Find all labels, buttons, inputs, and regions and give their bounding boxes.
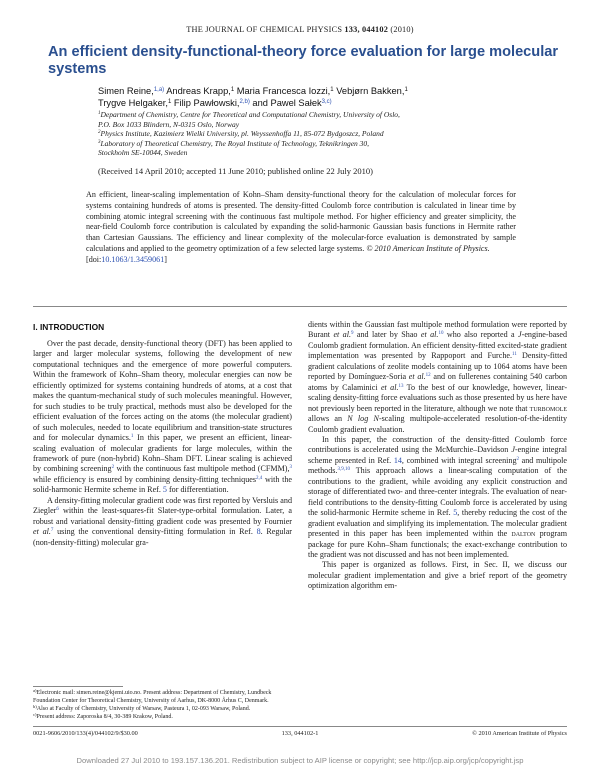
citation-link[interactable]: 7 [50, 528, 54, 534]
doi-link[interactable]: 10.1063/1.3459061 [101, 254, 165, 264]
abstract-divider [33, 306, 567, 307]
abstract-copyright: © 2010 American Institute of Physics. [366, 243, 490, 253]
affiliation-number: 2 [98, 130, 101, 136]
citation-link[interactable]: 3,9,10 [337, 467, 350, 473]
body-column-left [33, 339, 292, 548]
reference-link[interactable]: 8 [256, 527, 261, 537]
reference-link[interactable]: 5 [453, 508, 458, 518]
author-affiliation-mark: 2,b) [239, 98, 250, 105]
author-name: Filip Pawłowski, [171, 97, 240, 108]
footer-page-number: 133, 044102-1 [281, 730, 319, 737]
citation-link[interactable]: 10 [438, 331, 444, 337]
program-name: dalton [511, 529, 536, 539]
footnotes [33, 690, 292, 722]
affiliation-text: Physics Institute, Kazimierz Wielki University, pl. Weyssenhoffa 11, 85-072 Bydgoszcz, Poland [100, 129, 384, 139]
affiliation-text: Department of Chemistry, Centre for Theoretical and Computational Chemistry, University of Oslo, [100, 110, 400, 119]
affiliation-number: 1 [98, 111, 101, 116]
citation-link[interactable]: 11 [512, 352, 517, 358]
citation-link[interactable]: 2 [111, 465, 115, 471]
author-name: Simen Reine, [98, 86, 154, 96]
body-paragraph: In this paper, the construction of the density-fitted Coulomb force contributions is accelerated using the McMurchie–Davidson J-engine integral scheme presented in Ref. 14, combined with integral screening$^2$ and multipole methods.$^{3,9,10}$ This approach allows a linear-scaling computation of the contributions to the gradient, while avoiding any explicit construction and storage of differentiated two- and three-center integrals. The evaluation of near-field contributions to the density-fitting Coulomb force is accelerated by using the solid-harmonic Hermite scheme in Ref. 5, thereby reducing the cost of the gradient evaluation and simplifying its implementation. The molecular gradient presented in this paper has been implemented within the dalton program package for pure Kohn–Sham functionals; the exact-exchange contribution to the gradient was not discussed and has not been implemented. [308, 434, 567, 559]
footer-copyright: © 2010 American Institute of Physics [472, 730, 567, 737]
author-affiliation-mark: 1 [230, 87, 235, 93]
footer-divider [33, 726, 567, 727]
abstract [86, 190, 516, 266]
received-dates: (Received 14 April 2010; accepted 11 June 2010; published online 22 July 2010) [98, 166, 373, 176]
author-name: Maria Francesca Iozzi, [234, 86, 331, 96]
author-affiliation-mark: 1 [330, 87, 334, 93]
journal-year: (2010) [390, 25, 414, 34]
author-name: Vebjørn Bakken, [333, 86, 405, 96]
download-notice: Downloaded 27 Jul 2010 to 193.157.136.201. Redistribution subject to AIP license or copyright; see http://jcp.aip.org/jcp/copyright.jsp [76, 756, 524, 765]
paper-title: An efficient density-functional-theory force evaluation for large molecular systems [48, 44, 559, 77]
body-column-right [308, 320, 567, 592]
abstract-body: An efficient, linear-scaling implementation of Kohn–Sham density-functional theory for the calculation of molecular forces for systems containing hundreds of atoms is presented. The density-fitted Coulomb force contribution is calculated in linear time by combining atomic integral screening with the continuous fast multipole method. For higher efficiency and greater simplicity, the near-field Coulomb force contribution is calculated by expanding the solid-harmonic Gaussian basis functions in Hermite rather than Cartesian Gaussians. The efficiency and linear complexity of the molecular-force evaluation is demonstrated by sample calculations and applied to the geometry optimization of a few selected large systems. [86, 190, 516, 253]
citation-link[interactable]: 12 [425, 373, 431, 379]
citation-link[interactable]: 9 [351, 331, 354, 337]
author-affiliation-mark: 1 [167, 98, 172, 105]
section-heading: I. INTRODUCTION [33, 322, 105, 332]
program-name: turbomole [529, 403, 567, 413]
affiliation-number: 3 [98, 139, 101, 145]
citation-link[interactable]: 2 [516, 456, 520, 462]
footnote: $^{a)}$Electronic mail: simen.reine@kjemi.uio.no. Present address: Department of Chemistry, Lundbeck Foundation Center for Theoretical Chemistry, University of Aarhus, DK-8000 Århus C, Denmark. [33, 688, 272, 704]
body-paragraph: dients within the Gaussian fast multipole method formulation were reported by Burant et al.$^9$ and later by Shao et al.$^{10}$ who also reported a J-engine-based Coulomb gradient formulation. An efficient density-fitted excited-state gradient implementation was presented by Rappoport and Furche.$^{11}$ Density-fitted gradient calculations of zeolite models containing up to 1064 atoms have been reported by Domínguez-Soria et al.$^{12}$ and on fullerenes containing 540 carbon atoms by Calaminici et al.$^{13}$ To the best of our knowledge, however, linear-scaling density-fitting force evaluations such as those presented by us here have not previously been reported in the literature, although we note that turbomole allows an N log N-scaling multipole-accelerated resolution-of-the-identity Coulomb gradient evaluation. [308, 320, 568, 434]
body-paragraph: This paper is organized as follows. First, in Sec. II, we discuss our molecular gradient implementation and give a brief report of the geometry optimization algorithm em- [308, 560, 567, 591]
citation-link[interactable]: 1 [130, 434, 134, 440]
author-list [98, 86, 538, 109]
citation-link[interactable]: 6 [56, 507, 59, 513]
doi-open: [doi: [86, 254, 102, 264]
author-affiliation-mark: 1,a) [153, 87, 165, 93]
affiliation-text: Laboratory of Theoretical Chemistry, The Royal Institute of Technology, Teknikringen 30, [100, 138, 370, 148]
footnote: $^{b)}$Also at Faculty of Chemistry, University of Warsaw, Pasteura 1, 02-093 Warsaw, Poland. [33, 703, 251, 712]
author-affiliation-mark: 3,c) [321, 98, 332, 105]
footer-issn: 0021-9606/2010/133(4)/044102/9/$30.00 [33, 730, 138, 737]
affiliation-text: P.O. Box 1033 Blindern, N-0315 Oslo, Norway [98, 119, 240, 129]
reference-link[interactable]: 5 [162, 485, 167, 495]
author-affiliation-mark: 1 [404, 87, 408, 93]
affiliation-text: Stockholm SE-10044, Sweden [98, 148, 188, 158]
author-name: Trygve Helgaker, [98, 97, 168, 108]
body-paragraph: Over the past decade, density-functional theory (DFT) has been applied to larger and larger molecular systems, following the development of new computational techniques and the emergence of more powerful computers. Within the framework of Kohn–Sham theory, molecular energies can now be efficiently optimized for systems containing hundreds of atoms, at a cost that makes the quantum-mechanical study of such molecules meaningful. However, for such studies to be truly practical, methods must also be developed for the efficient evaluation of the forces acting on the atoms (the molecular gradient) of such molecules, needed to locate equilibrium and transition-state structures and for molecular dynamics.$^1$ In this paper, we present an efficient, linear-scaling evaluation of molecular gradients for large molecules, within the framework of pure (non-hybrid) Kohn–Sham DFT. Linear scaling is achieved by combining screening$^2$ with the continuous fast multipole method (CFMM),$^3$ while efficiency is ensured by combining density-fitting techniques$^{2,4}$ with the solid-harmonic Hermite scheme in Ref. 5 for differentiation. [33, 339, 293, 495]
journal-header [0, 25, 600, 34]
author-name: Andreas Krapp, [164, 86, 231, 96]
footnote-divider [33, 686, 123, 687]
journal-name: THE JOURNAL OF CHEMICAL PHYSICS [186, 25, 343, 34]
body-paragraph: A density-fitting molecular gradient code was first reported by Versluis and Ziegler$^6$ within the least-squares-fit Slater-type-orbital formulation. Later, a robust and variational density-fitting gradient code was presented by Fournier et al.$^7$ using the conventional density-fitting formulation in Ref. 8. Regular (non-density-fitting) molecular gra- [33, 495, 293, 547]
citation-link[interactable]: 2,4 [256, 475, 263, 481]
citation-link[interactable]: 3 [289, 465, 293, 471]
journal-volume: 133, 044102 [344, 25, 389, 34]
citation-link[interactable]: 13 [398, 383, 404, 389]
reference-link[interactable]: 14 [393, 455, 402, 465]
affiliations [98, 110, 538, 158]
author-name: and Pawel Sałek [249, 97, 322, 108]
footnote: $^{c)}$Present address: Zaporoska 8/4, 30-389 Krakow, Poland. [33, 711, 173, 720]
doi-close: ] [164, 254, 167, 264]
